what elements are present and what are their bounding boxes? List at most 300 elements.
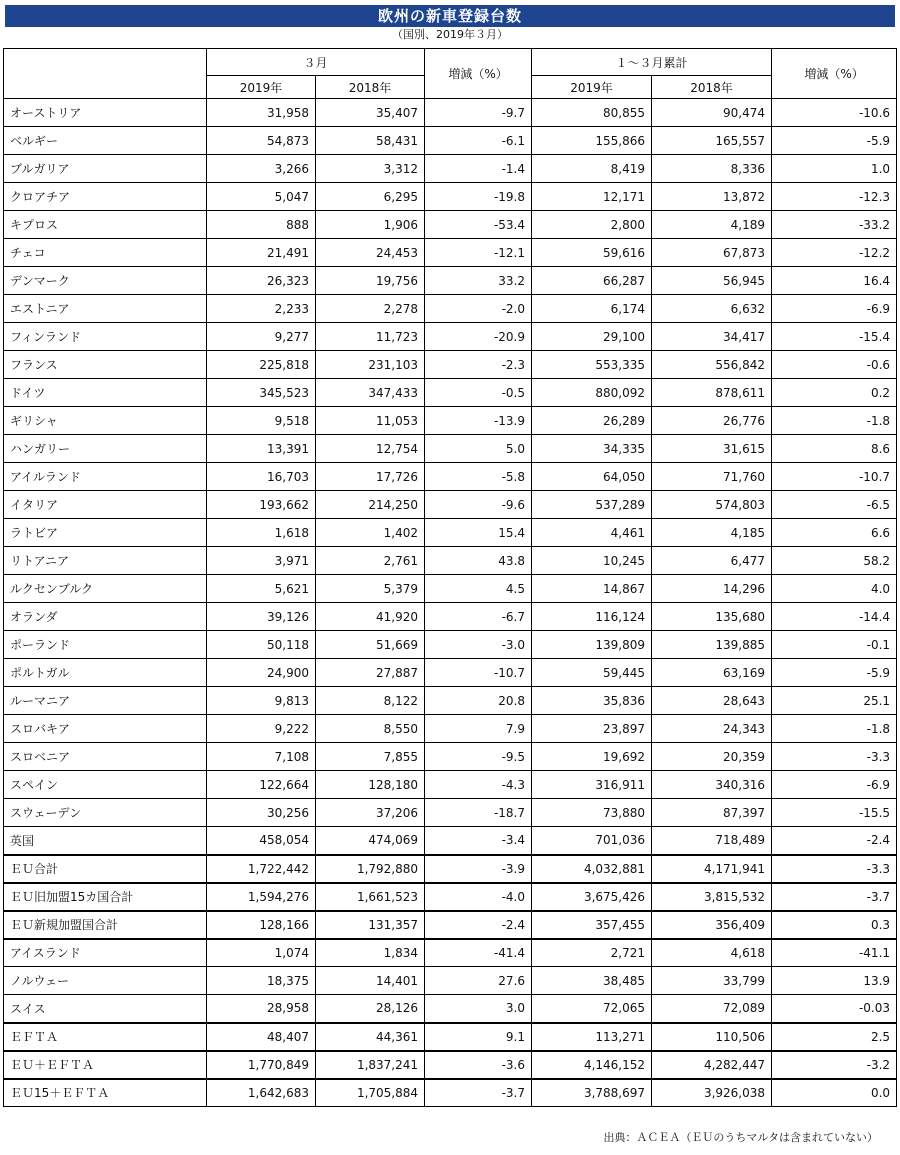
table-row xyxy=(4,211,897,239)
month-change-cell: -2.0 xyxy=(425,295,532,323)
table-row xyxy=(4,127,897,155)
row-name: スペイン xyxy=(4,771,207,799)
cumulative-change-cell: -10.7 xyxy=(772,463,897,491)
table-row xyxy=(4,183,897,211)
row-name: ベルギー xyxy=(4,127,207,155)
month-2019-cell: 122,664 xyxy=(207,771,316,799)
month-change-cell: 15.4 xyxy=(425,519,532,547)
month-change-cell: -9.7 xyxy=(425,99,532,127)
table-row xyxy=(4,1023,897,1051)
month-2018-cell: 1,834 xyxy=(316,939,425,967)
row-name: キプロス xyxy=(4,211,207,239)
table-row xyxy=(4,883,897,911)
cumulative-change-cell: 4.0 xyxy=(772,575,897,603)
cumulative-2018-cell: 67,873 xyxy=(652,239,772,267)
table-row xyxy=(4,771,897,799)
month-2019-cell: 31,958 xyxy=(207,99,316,127)
table-row xyxy=(4,295,897,323)
cumulative-change-cell: -14.4 xyxy=(772,603,897,631)
cumulative-change-cell: -0.6 xyxy=(772,351,897,379)
cumulative-2018-cell: 20,359 xyxy=(652,743,772,771)
cumulative-2018-cell: 56,945 xyxy=(652,267,772,295)
month-2018-cell: 17,726 xyxy=(316,463,425,491)
cumulative-2019-cell: 26,289 xyxy=(532,407,652,435)
cumulative-2019-cell: 2,721 xyxy=(532,939,652,967)
cumulative-change-cell: -6.9 xyxy=(772,295,897,323)
cumulative-2018-cell: 71,760 xyxy=(652,463,772,491)
month-2019-cell: 9,222 xyxy=(207,715,316,743)
cumulative-2019-cell: 19,692 xyxy=(532,743,652,771)
cumulative-change-cell: -0.03 xyxy=(772,995,897,1023)
table-row xyxy=(4,659,897,687)
cumulative-change-cell: -33.2 xyxy=(772,211,897,239)
cumulative-2019-cell: 2,800 xyxy=(532,211,652,239)
cumulative-2018-cell: 135,680 xyxy=(652,603,772,631)
month-change-cell: -41.4 xyxy=(425,939,532,967)
table-row xyxy=(4,267,897,295)
cumulative-2019-cell: 880,092 xyxy=(532,379,652,407)
row-name: ハンガリー xyxy=(4,435,207,463)
month-2019-cell: 18,375 xyxy=(207,967,316,995)
month-2019-cell: 5,047 xyxy=(207,183,316,211)
month-2019-cell: 1,722,442 xyxy=(207,855,316,883)
month-2019-cell: 345,523 xyxy=(207,379,316,407)
month-2018-cell: 131,357 xyxy=(316,911,425,939)
month-2018-cell: 28,126 xyxy=(316,995,425,1023)
cumulative-change-cell: -2.4 xyxy=(772,827,897,855)
cumulative-2019-cell: 35,836 xyxy=(532,687,652,715)
header-cumulative-change: 増減（%） xyxy=(772,49,897,99)
cumulative-change-cell: -15.4 xyxy=(772,323,897,351)
table-row xyxy=(4,687,897,715)
month-2019-cell: 1,618 xyxy=(207,519,316,547)
month-change-cell: -6.7 xyxy=(425,603,532,631)
month-2019-cell: 3,971 xyxy=(207,547,316,575)
cumulative-2018-cell: 87,397 xyxy=(652,799,772,827)
month-2018-cell: 7,855 xyxy=(316,743,425,771)
month-2019-cell: 9,277 xyxy=(207,323,316,351)
row-name: ラトビア xyxy=(4,519,207,547)
cumulative-change-cell: -6.5 xyxy=(772,491,897,519)
cumulative-2018-cell: 33,799 xyxy=(652,967,772,995)
month-change-cell: 4.5 xyxy=(425,575,532,603)
cumulative-change-cell: -15.5 xyxy=(772,799,897,827)
header-group-cumulative: １～３月累計 xyxy=(532,49,772,76)
cumulative-2019-cell: 357,455 xyxy=(532,911,652,939)
cumulative-2019-cell: 139,809 xyxy=(532,631,652,659)
row-name: イタリア xyxy=(4,491,207,519)
cumulative-change-cell: 13.9 xyxy=(772,967,897,995)
cumulative-2018-cell: 878,611 xyxy=(652,379,772,407)
month-change-cell: -0.5 xyxy=(425,379,532,407)
month-2019-cell: 54,873 xyxy=(207,127,316,155)
cumulative-2019-cell: 38,485 xyxy=(532,967,652,995)
cumulative-2019-cell: 537,289 xyxy=(532,491,652,519)
row-name: エストニア xyxy=(4,295,207,323)
month-2019-cell: 48,407 xyxy=(207,1023,316,1051)
cumulative-2018-cell: 28,643 xyxy=(652,687,772,715)
header-month-change: 増減（%） xyxy=(425,49,532,99)
month-change-cell: 43.8 xyxy=(425,547,532,575)
header-group-month: ３月 xyxy=(207,49,425,76)
month-2018-cell: 35,407 xyxy=(316,99,425,127)
cumulative-change-cell: -0.1 xyxy=(772,631,897,659)
table-row xyxy=(4,743,897,771)
month-2018-cell: 2,761 xyxy=(316,547,425,575)
row-name: フィンランド xyxy=(4,323,207,351)
row-name: ルクセンブルク xyxy=(4,575,207,603)
cumulative-2018-cell: 6,477 xyxy=(652,547,772,575)
cumulative-2018-cell: 63,169 xyxy=(652,659,772,687)
month-change-cell: -1.4 xyxy=(425,155,532,183)
cumulative-2018-cell: 110,506 xyxy=(652,1023,772,1051)
cumulative-change-cell: -10.6 xyxy=(772,99,897,127)
row-name: ルーマニア xyxy=(4,687,207,715)
row-name: ＥＵ15＋ＥＦＴＡ xyxy=(4,1079,207,1107)
table-row xyxy=(4,407,897,435)
cumulative-2019-cell: 701,036 xyxy=(532,827,652,855)
table-row xyxy=(4,911,897,939)
table-row xyxy=(4,1051,897,1079)
cumulative-2019-cell: 72,065 xyxy=(532,995,652,1023)
row-name: ＥＵ旧加盟15カ国合計 xyxy=(4,883,207,911)
row-name: ＥＵ合計 xyxy=(4,855,207,883)
cumulative-2018-cell: 165,557 xyxy=(652,127,772,155)
month-change-cell: -3.9 xyxy=(425,855,532,883)
cumulative-2018-cell: 4,282,447 xyxy=(652,1051,772,1079)
cumulative-2018-cell: 556,842 xyxy=(652,351,772,379)
row-name: チェコ xyxy=(4,239,207,267)
cumulative-2018-cell: 4,185 xyxy=(652,519,772,547)
row-name: アイルランド xyxy=(4,463,207,491)
cumulative-2018-cell: 8,336 xyxy=(652,155,772,183)
month-change-cell: 33.2 xyxy=(425,267,532,295)
month-change-cell: -5.8 xyxy=(425,463,532,491)
cumulative-2019-cell: 3,675,426 xyxy=(532,883,652,911)
month-change-cell: 20.8 xyxy=(425,687,532,715)
cumulative-2018-cell: 4,618 xyxy=(652,939,772,967)
row-name: スロベニア xyxy=(4,743,207,771)
cumulative-2018-cell: 26,776 xyxy=(652,407,772,435)
month-2019-cell: 3,266 xyxy=(207,155,316,183)
month-2019-cell: 128,166 xyxy=(207,911,316,939)
month-2019-cell: 1,594,276 xyxy=(207,883,316,911)
table-row xyxy=(4,603,897,631)
cumulative-2019-cell: 29,100 xyxy=(532,323,652,351)
month-2019-cell: 24,900 xyxy=(207,659,316,687)
table-row xyxy=(4,715,897,743)
cumulative-2019-cell: 4,146,152 xyxy=(532,1051,652,1079)
cumulative-change-cell: -1.8 xyxy=(772,715,897,743)
table-row xyxy=(4,1079,897,1107)
cumulative-2018-cell: 4,171,941 xyxy=(652,855,772,883)
cumulative-2019-cell: 64,050 xyxy=(532,463,652,491)
month-2018-cell: 1,906 xyxy=(316,211,425,239)
cumulative-2018-cell: 3,926,038 xyxy=(652,1079,772,1107)
cumulative-2019-cell: 59,616 xyxy=(532,239,652,267)
month-2018-cell: 11,723 xyxy=(316,323,425,351)
cumulative-2018-cell: 340,316 xyxy=(652,771,772,799)
table-row xyxy=(4,519,897,547)
table-row xyxy=(4,323,897,351)
cumulative-2018-cell: 4,189 xyxy=(652,211,772,239)
month-change-cell: -10.7 xyxy=(425,659,532,687)
row-name: リトアニア xyxy=(4,547,207,575)
cumulative-2019-cell: 66,287 xyxy=(532,267,652,295)
month-2018-cell: 1,402 xyxy=(316,519,425,547)
table-row xyxy=(4,435,897,463)
cumulative-2019-cell: 14,867 xyxy=(532,575,652,603)
cumulative-change-cell: 0.0 xyxy=(772,1079,897,1107)
cumulative-2019-cell: 113,271 xyxy=(532,1023,652,1051)
month-2019-cell: 5,621 xyxy=(207,575,316,603)
cumulative-2018-cell: 574,803 xyxy=(652,491,772,519)
cumulative-2018-cell: 139,885 xyxy=(652,631,772,659)
month-change-cell: -13.9 xyxy=(425,407,532,435)
cumulative-change-cell: -41.1 xyxy=(772,939,897,967)
cumulative-change-cell: -12.3 xyxy=(772,183,897,211)
table-row xyxy=(4,855,897,883)
month-change-cell: -18.7 xyxy=(425,799,532,827)
header-country xyxy=(4,49,207,99)
month-2019-cell: 39,126 xyxy=(207,603,316,631)
month-change-cell: -53.4 xyxy=(425,211,532,239)
month-2018-cell: 19,756 xyxy=(316,267,425,295)
month-change-cell: -6.1 xyxy=(425,127,532,155)
table-row xyxy=(4,827,897,855)
cumulative-2018-cell: 356,409 xyxy=(652,911,772,939)
cumulative-change-cell: 8.6 xyxy=(772,435,897,463)
row-name: ＥＵ新規加盟国合計 xyxy=(4,911,207,939)
month-2018-cell: 347,433 xyxy=(316,379,425,407)
month-2018-cell: 128,180 xyxy=(316,771,425,799)
month-change-cell: -9.6 xyxy=(425,491,532,519)
month-2019-cell: 458,054 xyxy=(207,827,316,855)
row-name: クロアチア xyxy=(4,183,207,211)
cumulative-2019-cell: 34,335 xyxy=(532,435,652,463)
month-2019-cell: 26,323 xyxy=(207,267,316,295)
month-change-cell: 27.6 xyxy=(425,967,532,995)
month-2019-cell: 28,958 xyxy=(207,995,316,1023)
month-2018-cell: 1,661,523 xyxy=(316,883,425,911)
table-row xyxy=(4,491,897,519)
cumulative-2018-cell: 34,417 xyxy=(652,323,772,351)
cumulative-change-cell: -3.2 xyxy=(772,1051,897,1079)
month-2018-cell: 1,792,880 xyxy=(316,855,425,883)
cumulative-change-cell: 0.2 xyxy=(772,379,897,407)
month-2018-cell: 214,250 xyxy=(316,491,425,519)
month-2018-cell: 12,754 xyxy=(316,435,425,463)
cumulative-2019-cell: 73,880 xyxy=(532,799,652,827)
month-change-cell: 7.9 xyxy=(425,715,532,743)
table-row xyxy=(4,575,897,603)
cumulative-change-cell: 25.1 xyxy=(772,687,897,715)
table-row xyxy=(4,631,897,659)
cumulative-2019-cell: 155,866 xyxy=(532,127,652,155)
month-2019-cell: 1,642,683 xyxy=(207,1079,316,1107)
month-2019-cell: 16,703 xyxy=(207,463,316,491)
month-change-cell: -2.4 xyxy=(425,911,532,939)
cumulative-2018-cell: 90,474 xyxy=(652,99,772,127)
month-change-cell: -3.6 xyxy=(425,1051,532,1079)
row-name: スロバキア xyxy=(4,715,207,743)
month-2018-cell: 5,379 xyxy=(316,575,425,603)
cumulative-change-cell: -12.2 xyxy=(772,239,897,267)
row-name: スウェーデン xyxy=(4,799,207,827)
row-name: スイス xyxy=(4,995,207,1023)
cumulative-2019-cell: 4,032,881 xyxy=(532,855,652,883)
cumulative-2019-cell: 80,855 xyxy=(532,99,652,127)
table-row xyxy=(4,547,897,575)
month-2018-cell: 37,206 xyxy=(316,799,425,827)
month-2019-cell: 21,491 xyxy=(207,239,316,267)
row-name: ノルウェー xyxy=(4,967,207,995)
cumulative-2019-cell: 4,461 xyxy=(532,519,652,547)
month-change-cell: -4.0 xyxy=(425,883,532,911)
header-cumulative-2019: 2019年 xyxy=(532,76,652,99)
cumulative-change-cell: 6.6 xyxy=(772,519,897,547)
month-change-cell: -19.8 xyxy=(425,183,532,211)
cumulative-2018-cell: 6,632 xyxy=(652,295,772,323)
month-2018-cell: 3,312 xyxy=(316,155,425,183)
month-change-cell: -9.5 xyxy=(425,743,532,771)
table-row xyxy=(4,939,897,967)
table-row xyxy=(4,799,897,827)
cumulative-change-cell: 2.5 xyxy=(772,1023,897,1051)
registration-table xyxy=(3,48,897,1107)
month-2018-cell: 41,920 xyxy=(316,603,425,631)
header-cumulative-2018: 2018年 xyxy=(652,76,772,99)
cumulative-2018-cell: 24,343 xyxy=(652,715,772,743)
month-2018-cell: 27,887 xyxy=(316,659,425,687)
month-change-cell: -3.7 xyxy=(425,1079,532,1107)
cumulative-2019-cell: 8,419 xyxy=(532,155,652,183)
table-row xyxy=(4,463,897,491)
month-2018-cell: 11,053 xyxy=(316,407,425,435)
table-row xyxy=(4,995,897,1023)
cumulative-2019-cell: 316,911 xyxy=(532,771,652,799)
cumulative-change-cell: 1.0 xyxy=(772,155,897,183)
table-row xyxy=(4,155,897,183)
source-note: 出典：ＡＣＥＡ（ＥＵのうちマルタは含まれていない） xyxy=(603,1131,878,1144)
month-change-cell: -3.0 xyxy=(425,631,532,659)
month-2018-cell: 231,103 xyxy=(316,351,425,379)
header-month-2018: 2018年 xyxy=(316,76,425,99)
cumulative-change-cell: 0.3 xyxy=(772,911,897,939)
month-change-cell: -2.3 xyxy=(425,351,532,379)
month-2018-cell: 58,431 xyxy=(316,127,425,155)
month-2019-cell: 9,813 xyxy=(207,687,316,715)
month-2018-cell: 24,453 xyxy=(316,239,425,267)
cumulative-change-cell: -3.3 xyxy=(772,855,897,883)
row-name: ＥＵ＋ＥＦＴＡ xyxy=(4,1051,207,1079)
cumulative-2019-cell: 553,335 xyxy=(532,351,652,379)
month-2019-cell: 888 xyxy=(207,211,316,239)
row-name: フランス xyxy=(4,351,207,379)
cumulative-2018-cell: 31,615 xyxy=(652,435,772,463)
month-2019-cell: 13,391 xyxy=(207,435,316,463)
cumulative-2018-cell: 72,089 xyxy=(652,995,772,1023)
month-2019-cell: 193,662 xyxy=(207,491,316,519)
month-change-cell: -3.4 xyxy=(425,827,532,855)
row-name: オランダ xyxy=(4,603,207,631)
month-2018-cell: 8,122 xyxy=(316,687,425,715)
row-name: 英国 xyxy=(4,827,207,855)
month-change-cell: -20.9 xyxy=(425,323,532,351)
page-title: 欧州の新車登録台数 xyxy=(5,5,895,27)
row-name: アイスランド xyxy=(4,939,207,967)
month-2018-cell: 44,361 xyxy=(316,1023,425,1051)
table-row xyxy=(4,99,897,127)
page-subtitle: （国別、2019年３月） xyxy=(392,28,508,41)
month-change-cell: -12.1 xyxy=(425,239,532,267)
table-row xyxy=(4,379,897,407)
row-name: ポーランド xyxy=(4,631,207,659)
header-month-2019: 2019年 xyxy=(207,76,316,99)
cumulative-2018-cell: 3,815,532 xyxy=(652,883,772,911)
month-2019-cell: 225,818 xyxy=(207,351,316,379)
row-name: ＥＦＴＡ xyxy=(4,1023,207,1051)
row-name: オーストリア xyxy=(4,99,207,127)
cumulative-change-cell: -5.9 xyxy=(772,659,897,687)
month-change-cell: 5.0 xyxy=(425,435,532,463)
month-2019-cell: 9,518 xyxy=(207,407,316,435)
cumulative-change-cell: -5.9 xyxy=(772,127,897,155)
cumulative-2019-cell: 6,174 xyxy=(532,295,652,323)
month-2018-cell: 51,669 xyxy=(316,631,425,659)
cumulative-2018-cell: 13,872 xyxy=(652,183,772,211)
month-2018-cell: 474,069 xyxy=(316,827,425,855)
cumulative-change-cell: -1.8 xyxy=(772,407,897,435)
cumulative-2019-cell: 23,897 xyxy=(532,715,652,743)
month-2018-cell: 1,705,884 xyxy=(316,1079,425,1107)
month-2019-cell: 30,256 xyxy=(207,799,316,827)
month-change-cell: 9.1 xyxy=(425,1023,532,1051)
month-2018-cell: 8,550 xyxy=(316,715,425,743)
cumulative-change-cell: -6.9 xyxy=(772,771,897,799)
cumulative-change-cell: 16.4 xyxy=(772,267,897,295)
cumulative-2019-cell: 12,171 xyxy=(532,183,652,211)
cumulative-2019-cell: 10,245 xyxy=(532,547,652,575)
table-row xyxy=(4,239,897,267)
month-2019-cell: 1,770,849 xyxy=(207,1051,316,1079)
month-2019-cell: 1,074 xyxy=(207,939,316,967)
cumulative-2019-cell: 116,124 xyxy=(532,603,652,631)
table-body xyxy=(4,99,897,1107)
row-name: ブルガリア xyxy=(4,155,207,183)
table-row xyxy=(4,351,897,379)
cumulative-2019-cell: 3,788,697 xyxy=(532,1079,652,1107)
month-2018-cell: 2,278 xyxy=(316,295,425,323)
cumulative-2019-cell: 59,445 xyxy=(532,659,652,687)
month-2019-cell: 50,118 xyxy=(207,631,316,659)
row-name: デンマーク xyxy=(4,267,207,295)
cumulative-2018-cell: 718,489 xyxy=(652,827,772,855)
table-row xyxy=(4,967,897,995)
row-name: ギリシャ xyxy=(4,407,207,435)
month-2019-cell: 7,108 xyxy=(207,743,316,771)
row-name: ドイツ xyxy=(4,379,207,407)
cumulative-change-cell: 58.2 xyxy=(772,547,897,575)
cumulative-change-cell: -3.7 xyxy=(772,883,897,911)
month-2018-cell: 14,401 xyxy=(316,967,425,995)
month-2018-cell: 6,295 xyxy=(316,183,425,211)
cumulative-change-cell: -3.3 xyxy=(772,743,897,771)
month-2019-cell: 2,233 xyxy=(207,295,316,323)
month-change-cell: -4.3 xyxy=(425,771,532,799)
month-change-cell: 3.0 xyxy=(425,995,532,1023)
month-2018-cell: 1,837,241 xyxy=(316,1051,425,1079)
